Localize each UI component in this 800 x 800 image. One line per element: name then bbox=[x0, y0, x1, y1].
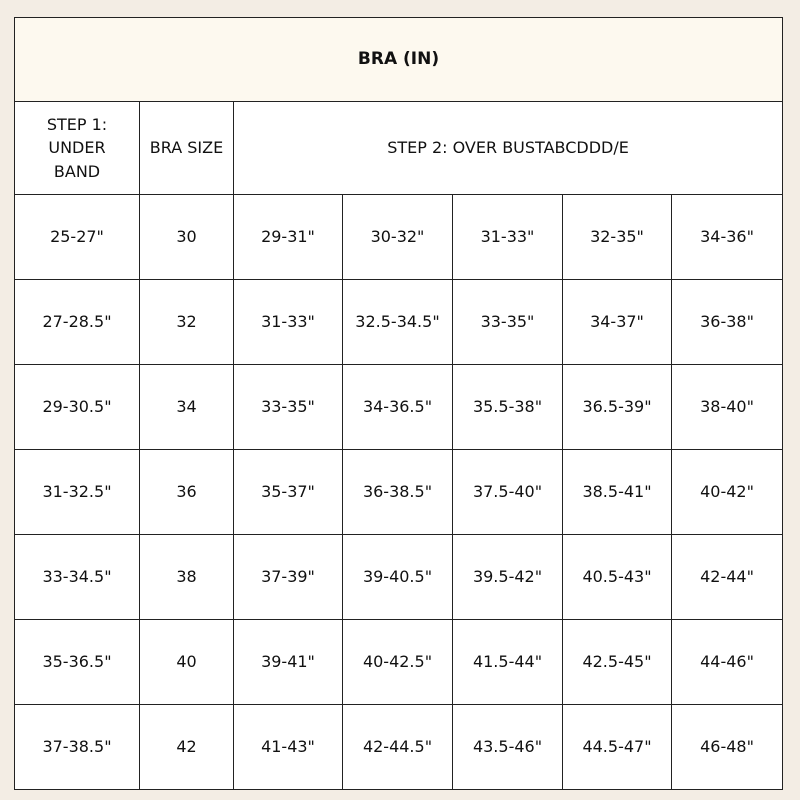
bra-size-cell: 38 bbox=[140, 535, 234, 620]
header-bra-size: BRA SIZE bbox=[140, 102, 234, 195]
over-bust-cell: 35-37" bbox=[234, 450, 343, 535]
over-bust-cell: 40-42.5" bbox=[343, 620, 453, 705]
under-band-cell: 31-32.5" bbox=[15, 450, 140, 535]
over-bust-cell: 34-36" bbox=[672, 195, 783, 280]
header-under-band-line-2: UNDER bbox=[48, 138, 106, 158]
over-bust-cell: 29-31" bbox=[234, 195, 343, 280]
over-bust-cell: 39-40.5" bbox=[343, 535, 453, 620]
header-row bbox=[15, 102, 783, 195]
over-bust-cell: 41.5-44" bbox=[453, 620, 563, 705]
bra-size-chart-table bbox=[14, 17, 783, 790]
bra-size-cell: 34 bbox=[140, 365, 234, 450]
bra-size-cell: 36 bbox=[140, 450, 234, 535]
header-under-band-line-1: STEP 1: bbox=[46, 115, 108, 135]
table-row bbox=[15, 280, 783, 365]
title-row bbox=[15, 18, 783, 102]
header-over-bust: STEP 2: OVER BUSTABCDDD/E bbox=[234, 102, 783, 195]
over-bust-cell: 34-36.5" bbox=[343, 365, 453, 450]
over-bust-cell: 33-35" bbox=[453, 280, 563, 365]
over-bust-cell: 34-37" bbox=[563, 280, 672, 365]
over-bust-cell: 42-44.5" bbox=[343, 705, 453, 790]
over-bust-cell: 43.5-46" bbox=[453, 705, 563, 790]
table-row bbox=[15, 450, 783, 535]
bra-size-cell: 40 bbox=[140, 620, 234, 705]
table-row bbox=[15, 195, 783, 280]
over-bust-cell: 39-41" bbox=[234, 620, 343, 705]
over-bust-cell: 30-32" bbox=[343, 195, 453, 280]
under-band-cell: 33-34.5" bbox=[15, 535, 140, 620]
over-bust-cell: 37.5-40" bbox=[453, 450, 563, 535]
over-bust-cell: 41-43" bbox=[234, 705, 343, 790]
over-bust-cell: 33-35" bbox=[234, 365, 343, 450]
bra-size-cell: 30 bbox=[140, 195, 234, 280]
header-under-band-line-3: BAND bbox=[53, 161, 101, 181]
over-bust-cell: 42.5-45" bbox=[563, 620, 672, 705]
table-title: BRA (IN) bbox=[15, 18, 783, 102]
table-row bbox=[15, 365, 783, 450]
under-band-cell: 29-30.5" bbox=[15, 365, 140, 450]
over-bust-cell: 42-44" bbox=[672, 535, 783, 620]
table-row bbox=[15, 535, 783, 620]
header-under-band bbox=[15, 102, 140, 195]
over-bust-cell: 32.5-34.5" bbox=[343, 280, 453, 365]
over-bust-cell: 40-42" bbox=[672, 450, 783, 535]
bra-size-cell: 32 bbox=[140, 280, 234, 365]
under-band-cell: 27-28.5" bbox=[15, 280, 140, 365]
over-bust-cell: 37-39" bbox=[234, 535, 343, 620]
over-bust-cell: 38-40" bbox=[672, 365, 783, 450]
over-bust-cell: 31-33" bbox=[453, 195, 563, 280]
table-row bbox=[15, 620, 783, 705]
under-band-cell: 37-38.5" bbox=[15, 705, 140, 790]
over-bust-cell: 31-33" bbox=[234, 280, 343, 365]
under-band-cell: 25-27" bbox=[15, 195, 140, 280]
over-bust-cell: 46-48" bbox=[672, 705, 783, 790]
table-row bbox=[15, 705, 783, 790]
bra-size-cell: 42 bbox=[140, 705, 234, 790]
over-bust-cell: 36-38" bbox=[672, 280, 783, 365]
under-band-cell: 35-36.5" bbox=[15, 620, 140, 705]
over-bust-cell: 32-35" bbox=[563, 195, 672, 280]
over-bust-cell: 36.5-39" bbox=[563, 365, 672, 450]
over-bust-cell: 35.5-38" bbox=[453, 365, 563, 450]
over-bust-cell: 38.5-41" bbox=[563, 450, 672, 535]
over-bust-cell: 39.5-42" bbox=[453, 535, 563, 620]
over-bust-cell: 44-46" bbox=[672, 620, 783, 705]
over-bust-cell: 40.5-43" bbox=[563, 535, 672, 620]
over-bust-cell: 36-38.5" bbox=[343, 450, 453, 535]
over-bust-cell: 44.5-47" bbox=[563, 705, 672, 790]
